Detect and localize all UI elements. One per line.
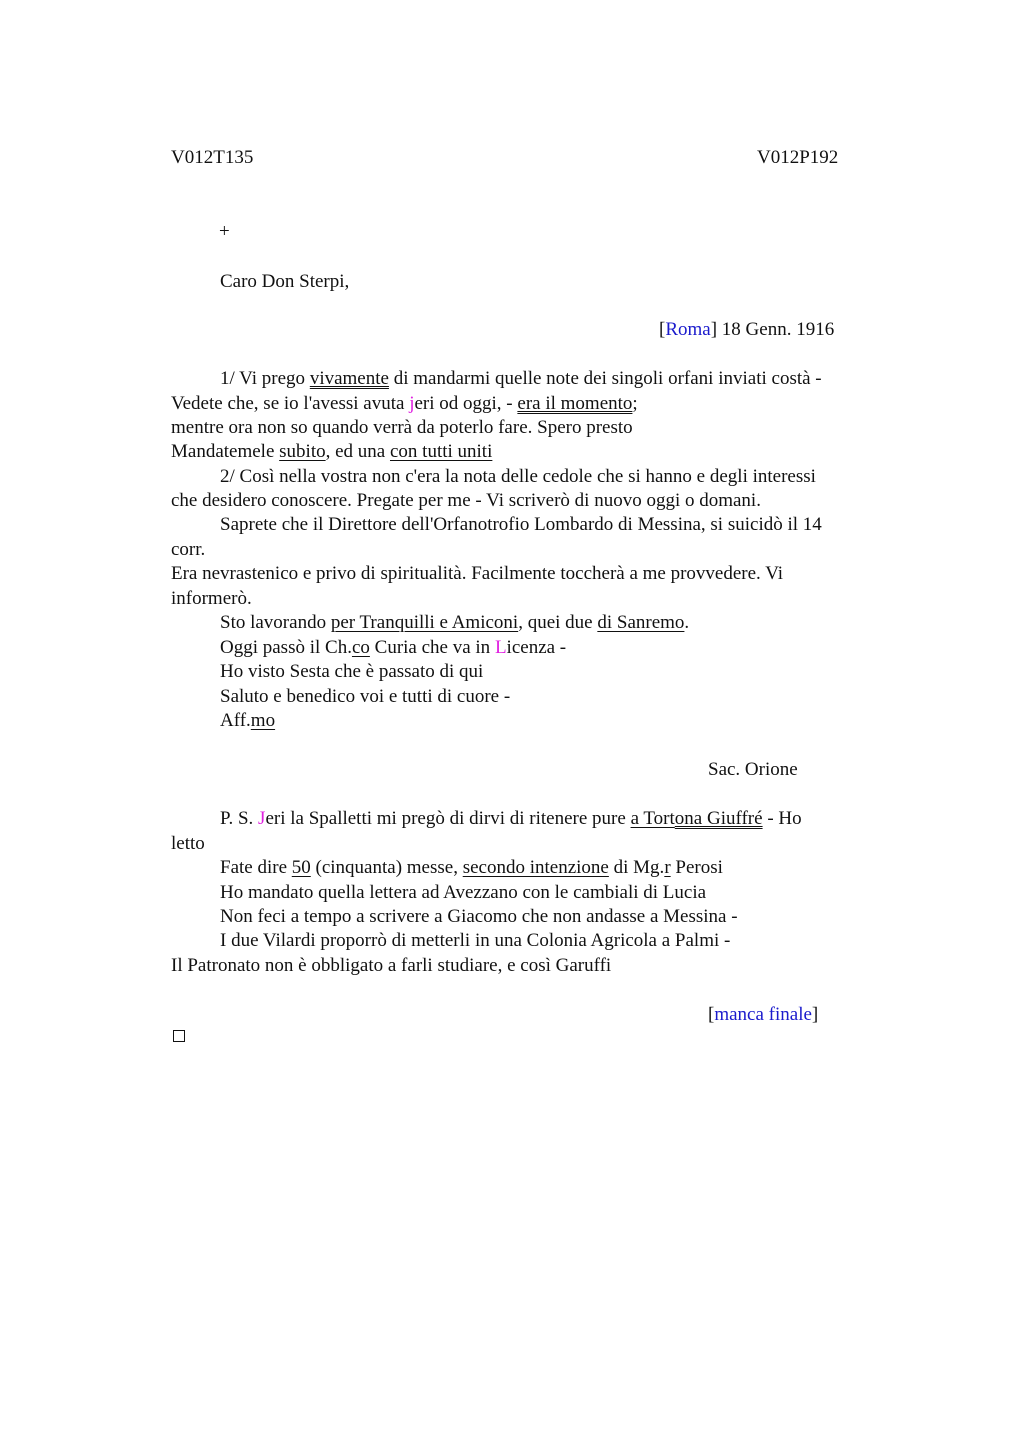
end-marker-square-icon: [173, 1030, 185, 1042]
document-code-left: V012T135: [171, 147, 254, 168]
document-code-right: V012P192: [757, 147, 839, 168]
p4-line-e: Aff.mo: [220, 710, 276, 731]
p3-line-a: Saprete che il Direttore dell'Orfanotrofio Lombardo di Messina, si suicidò il 14: [220, 514, 822, 535]
p3-line-b: corr.: [171, 539, 206, 560]
p2-line-a: 2/ Così nella vostra non c'era la nota delle cedole che si hanno e degli interessi: [220, 466, 816, 487]
salutation: Caro Don Sterpi,: [220, 271, 350, 292]
p4-line-c: Ho visto Sesta che è passato di qui: [220, 661, 484, 682]
editorial-note: [manca finale]: [708, 1004, 819, 1025]
ps-line-g: Il Patronato non è obbligato a farli studiare, e così Garuffi: [171, 955, 612, 976]
p1-line-c: mentre ora non so quando verrà da poterlo fare. Spero presto: [171, 417, 633, 438]
p4-line-a: Sto lavorando per Tranquilli e Amiconi, quei due di Sanremo.: [220, 612, 690, 633]
p1-line-d: Mandatemele subito, ed una con tutti uniti: [171, 441, 493, 462]
ps-line-c: Fate dire 50 (cinquanta) messe, secondo intenzione di Mg.r Perosi: [220, 857, 723, 878]
ps-line-a: P. S. Jeri la Spalletti mi pregò di dirvi di ritenere pure a Tortona Giuffré - Ho: [220, 808, 802, 829]
p3-line-c: Era nevrastenico e privo di spiritualità. Facilmente toccherà a me provvedere. Vi: [171, 563, 784, 584]
p4-line-d: Saluto e benedico voi e tutti di cuore -: [220, 686, 511, 707]
date: 18 Genn. 1916: [721, 319, 835, 340]
ps-line-e: Non feci a tempo a scrivere a Giacomo che non andasse a Messina -: [220, 906, 738, 927]
cross-mark: +: [219, 221, 230, 242]
p4-line-b: Oggi passò il Ch.co Curia che va in Licenza -: [220, 637, 567, 658]
p2-line-b: che desidero conoscere. Pregate per me - Vi scriverò di nuovo oggi o domani.: [171, 490, 761, 511]
signature: Sac. Orione: [708, 759, 798, 780]
p1-line-a: 1/ Vi prego vivamente di mandarmi quelle note dei singoli orfani inviati costà -: [220, 368, 822, 389]
place: Roma: [665, 319, 711, 340]
ps-line-d: Ho mandato quella lettera ad Avezzano con le cambiali di Lucia: [220, 882, 707, 903]
p3-line-d: informerò.: [171, 588, 252, 609]
ps-line-b: letto: [171, 833, 205, 854]
p1-line-b: Vedete che, se io l'avessi avuta jeri od oggi, - era il momento;: [171, 393, 638, 414]
ps-line-f: I due Vilardi proporrò di metterli in una Colonia Agricola a Palmi -: [220, 930, 731, 951]
place-date: [Roma] 18 Genn. 1916: [659, 319, 835, 340]
